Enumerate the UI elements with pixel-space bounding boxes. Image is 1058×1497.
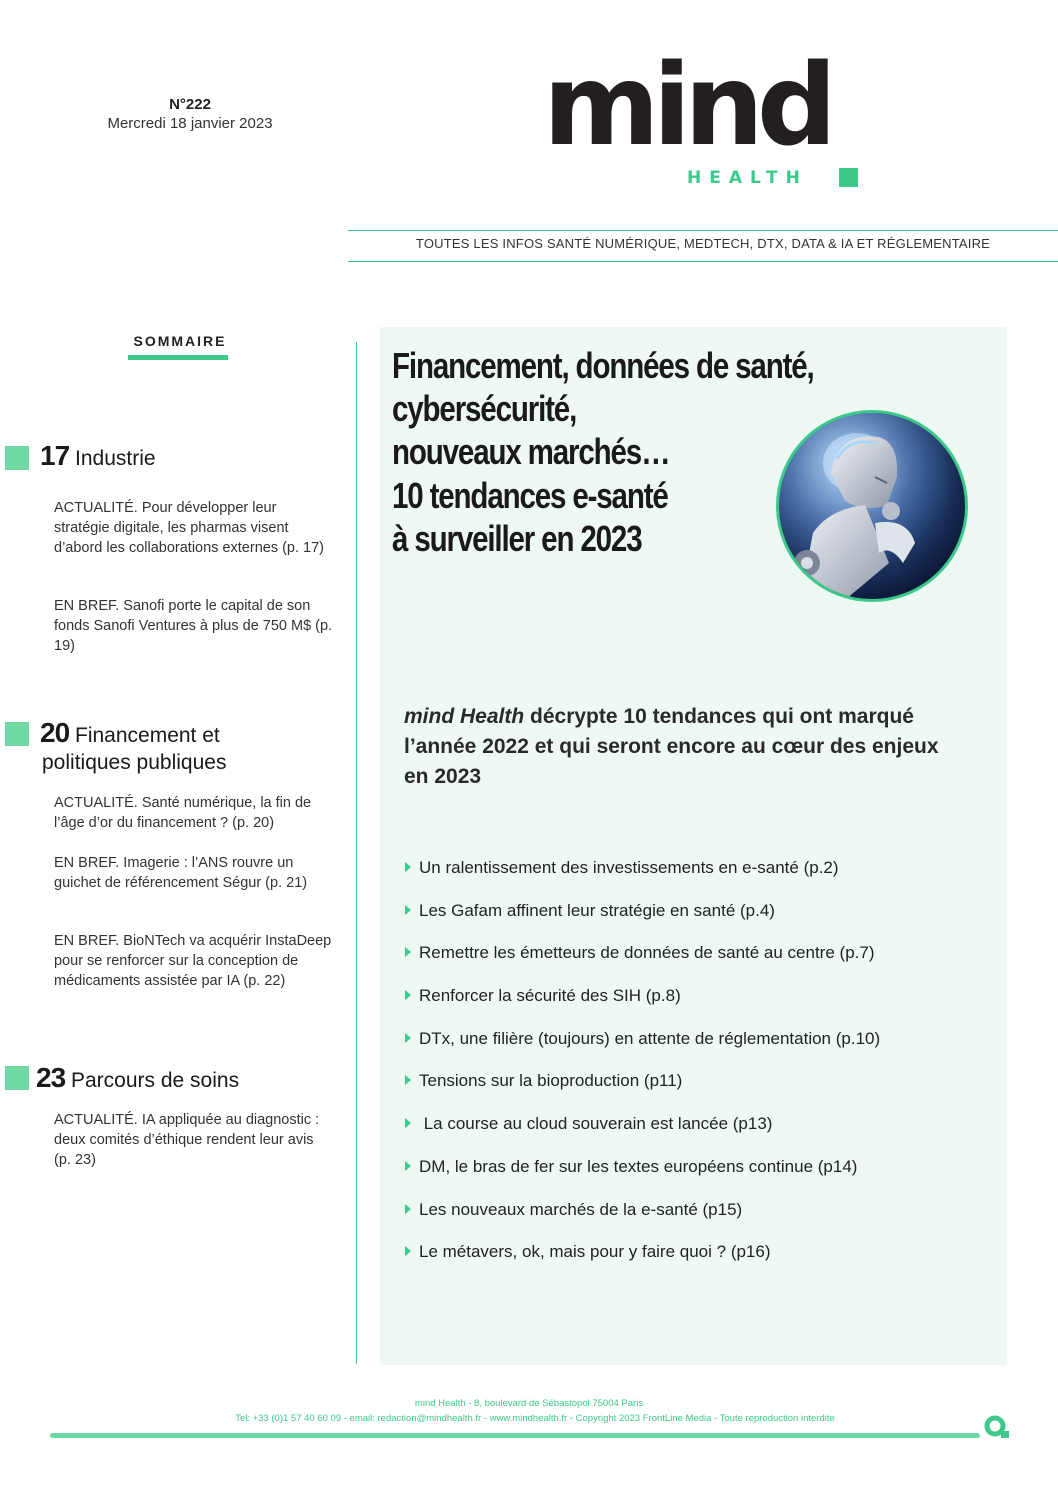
footer-bar xyxy=(50,1433,980,1438)
trend-text: Le métavers, ok, mais pour y faire quoi ? xyxy=(419,1242,727,1262)
subhead-brand: mind Health xyxy=(404,705,525,728)
sommaire-underline xyxy=(128,355,228,360)
tagline-rule-bottom xyxy=(348,261,1058,262)
section-square-icon xyxy=(5,722,29,746)
trend-item[interactable] xyxy=(405,941,1005,984)
trend-text: Renforcer la sécurité des SIH xyxy=(419,986,642,1006)
section-heading xyxy=(40,440,156,473)
toc-item[interactable]: EN BREF. Imagerie : l’ANS rouvre un guichet de référencement Ségur (p. 21) xyxy=(54,855,308,891)
trend-item[interactable] xyxy=(405,984,1005,1027)
arrow-right-icon xyxy=(405,1246,411,1256)
section-page-number: 17 xyxy=(40,440,70,471)
footer-contact: Tel: +33 (0)1 57 40 60 09 - email: redaction@mindhealth.fr - www.mindhealth.fr - Copyright 2023 FrontLine Media - Toute reproduction interdite xyxy=(235,1413,835,1424)
logo-wordmark: mind xyxy=(543,41,830,171)
trend-text: Remettre les émetteurs de données de santé au centre xyxy=(419,943,835,963)
headline-line: 10 tendances e-santé xyxy=(392,474,668,516)
toc-item[interactable]: ACTUALITÉ. Pour développer leur stratégie digitale, les pharmas visent d’abord les collaborations externes (p. 17) xyxy=(54,500,325,556)
headline-line: nouveaux marchés… xyxy=(392,431,670,473)
headline-line: à surveiller en 2023 xyxy=(392,517,642,559)
section-heading xyxy=(36,1062,239,1095)
section-title-line2: politiques publiques xyxy=(42,751,227,774)
section-heading xyxy=(40,717,220,750)
issue-date: Mercredi 18 janvier 2023 xyxy=(107,115,273,132)
footer-address: mind Health - 8, boulevard de Sébastopol 75004 Paris xyxy=(414,1398,644,1409)
column-divider xyxy=(356,342,357,1364)
arrow-right-icon xyxy=(405,947,411,957)
feature-subhead xyxy=(404,702,944,791)
section-title: Financement et xyxy=(75,724,220,747)
arrow-right-icon xyxy=(405,1204,411,1214)
logo-subtitle: HEALTH xyxy=(687,168,808,188)
trend-item[interactable] xyxy=(405,856,1005,899)
trend-item[interactable] xyxy=(405,1112,1005,1155)
arrow-right-icon xyxy=(405,1161,411,1171)
subhead-text: décrypte 10 tendances qui ont marqué l’année 2022 et qui seront encore au cœur des enjeux en 2023 xyxy=(404,705,939,788)
robot-illustration-icon xyxy=(776,410,968,602)
trend-list xyxy=(405,856,1005,1283)
toc-item[interactable]: EN BREF. Sanofi porte le capital de son fonds Sanofi Ventures à plus de 750 M$ (p. 19) xyxy=(54,598,333,654)
sommaire-title: SOMMAIRE xyxy=(133,333,227,349)
trend-item[interactable] xyxy=(405,1027,1005,1070)
issue-info xyxy=(60,96,320,132)
trend-item[interactable] xyxy=(405,1069,1005,1112)
logo-mark-icon xyxy=(983,1415,1015,1439)
section-page-number: 23 xyxy=(36,1062,66,1093)
issue-number: N°222 xyxy=(169,96,211,113)
arrow-right-icon xyxy=(405,1033,411,1043)
trend-item[interactable] xyxy=(405,899,1005,942)
trend-text: Les Gafam affinent leur stratégie en santé xyxy=(419,900,736,920)
arrow-right-icon xyxy=(405,862,411,872)
section-page-number: 20 xyxy=(40,717,70,748)
trend-page: (p13) xyxy=(728,1114,773,1134)
section-title: Industrie xyxy=(75,447,156,470)
headline-line: Financement, données de santé, xyxy=(392,345,814,386)
arrow-right-icon xyxy=(405,990,411,1000)
trend-page: (p.10) xyxy=(831,1028,881,1048)
trend-page: (p11) xyxy=(639,1071,683,1091)
toc-item[interactable]: EN BREF. BioNTech va acquérir InstaDeep pour se renforcer sur la conception de médicaments assistée par IA (p. 22) xyxy=(54,933,332,989)
trend-item[interactable] xyxy=(405,1155,1005,1198)
trend-item[interactable] xyxy=(405,1240,1005,1283)
trend-text: DM, le bras de fer sur les textes européens continue xyxy=(419,1156,814,1176)
trend-text: Les nouveaux marchés de la e-santé xyxy=(419,1199,698,1219)
trend-text: DTx, une filière (toujours) en attente de réglementation xyxy=(419,1028,832,1048)
trend-page: (p15) xyxy=(697,1199,743,1219)
arrow-right-icon xyxy=(405,1075,411,1085)
trend-text: Un ralentissement des investissements en e-santé xyxy=(419,858,799,877)
trend-page: (p.7) xyxy=(834,943,875,963)
trend-page: (p.2) xyxy=(798,858,839,877)
trend-page: (p14) xyxy=(813,1156,858,1176)
tagline-rule-top xyxy=(348,230,1058,231)
logo-square-icon xyxy=(839,168,858,187)
trend-text: La course au cloud souverain est lancée xyxy=(419,1114,729,1134)
trend-page: (p.4) xyxy=(735,900,775,920)
trend-page: (p.8) xyxy=(641,986,681,1006)
tagline: TOUTES LES INFOS SANTÉ NUMÉRIQUE, MEDTECH, DTX, DATA & IA ET RÉGLEMENTAIRE xyxy=(415,236,991,251)
arrow-right-icon xyxy=(405,1118,411,1128)
trend-page: (p16) xyxy=(726,1242,771,1262)
toc-item[interactable]: ACTUALITÉ. IA appliquée au diagnostic : deux comités d’éthique rendent leur avis (p. 23) xyxy=(54,1112,320,1168)
trend-item[interactable] xyxy=(405,1198,1005,1241)
section-square-icon xyxy=(5,446,29,470)
trend-text: Tensions sur la bioproduction xyxy=(419,1071,640,1091)
section-title: Parcours de soins xyxy=(71,1069,240,1092)
section-square-icon xyxy=(5,1066,29,1090)
toc-item[interactable]: ACTUALITÉ. Santé numérique, la fin de l’âge d’or du financement ? (p. 20) xyxy=(54,795,312,831)
mind-health-logo xyxy=(543,41,873,192)
arrow-right-icon xyxy=(405,905,411,915)
headline-line: cybersécurité, xyxy=(392,388,577,430)
